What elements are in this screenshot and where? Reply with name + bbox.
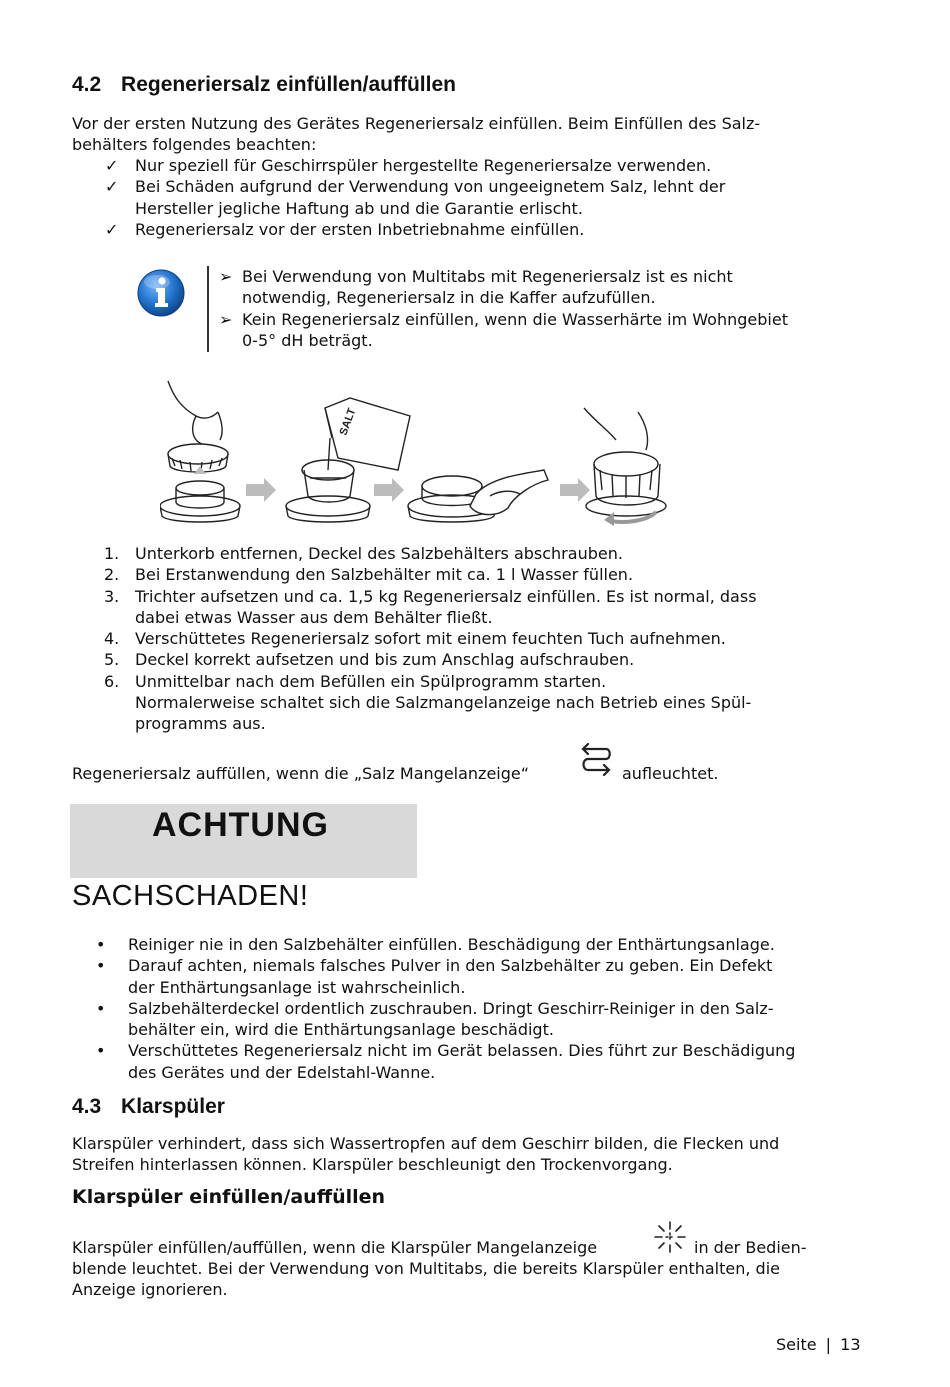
rinse-fill-continuation <box>72 1258 780 1300</box>
list-item <box>72 564 892 585</box>
step-number: 3. <box>104 586 120 606</box>
list-item <box>215 266 855 309</box>
step-unscrew-figure <box>160 381 240 522</box>
list-item-text: Salzbehälterdeckel ordentlich zuschrauben. Dringt Geschirr-Reiniger in den Salz- <box>128 998 774 1018</box>
list-item-text: 0-5° dH beträgt. <box>242 330 373 350</box>
arrow-bullet-icon: ➢ <box>219 309 233 329</box>
bullet-icon: • <box>96 935 106 954</box>
section-heading-4-2 <box>72 73 456 97</box>
info-list <box>215 266 855 351</box>
refill-text: aufleuchtet. <box>622 764 719 783</box>
list-item-text: Reiniger nie in den Salzbehälter einfüllen. Beschädigung der Enthärtungsanlage. <box>128 935 775 954</box>
salt-refill-illustration <box>160 378 680 528</box>
check-list <box>72 155 872 240</box>
section-number: 4.2 <box>72 73 102 96</box>
intro-paragraph <box>72 113 760 155</box>
list-item-text: Unmittelbar nach dem Befüllen ein Spülprogramm starten. <box>135 671 607 691</box>
section-title: Klarspüler <box>121 1095 225 1118</box>
list-item-text: Kein Regeneriersalz einfüllen, wenn die Wasserhärte im Wohngebiet <box>242 309 788 329</box>
list-item-text: Unterkorb entfernen, Deckel des Salzbehälters abschrauben. <box>135 544 623 563</box>
list-item-text: Verschüttetes Regeneriersalz nicht im Gerät belassen. Dies führt zur Beschädigung <box>128 1041 796 1061</box>
list-item <box>72 586 892 629</box>
list-item <box>72 934 892 955</box>
list-item <box>72 955 892 998</box>
list-item-text: notwendig, Regeneriersalz in die Kaffer aufzufüllen. <box>242 288 656 308</box>
list-item-text: Hersteller jegliche Haftung ab und die Garantie erlischt. <box>135 198 583 218</box>
footer-label: Seite <box>776 1335 817 1354</box>
checkmark-icon: ✓ <box>105 177 119 197</box>
info-divider <box>207 266 209 352</box>
list-item-text: Regeneriersalz vor der ersten Inbetriebnahme einfüllen. <box>135 219 585 239</box>
list-item <box>72 671 892 735</box>
step-number: 5. <box>104 650 120 670</box>
section-number: 4.3 <box>72 1095 102 1118</box>
rinse-fill-line <box>72 1237 597 1258</box>
page-footer <box>776 1334 861 1355</box>
list-item-text: Deckel korrekt aufsetzen und bis zum Anschlag aufschrauben. <box>135 650 635 670</box>
list-item-text: Trichter aufsetzen und ca. 1,5 kg Regeneriersalz einfüllen. Es ist normal, dass <box>135 586 757 606</box>
list-item <box>72 155 872 176</box>
list-item-text: programms aus. <box>135 714 266 734</box>
list-item-text: Normalerweise schaltet sich die Salzmangelanzeige nach Betrieb eines Spül- <box>135 693 752 713</box>
list-item-text: Bei Verwendung von Multitabs mit Regeneriersalz ist es nicht <box>242 267 733 286</box>
list-item <box>215 309 855 352</box>
bullet-icon: • <box>96 998 106 1018</box>
list-item-text: Nur speziell für Geschirrspüler hergestellte Regeneriersalze verwenden. <box>135 156 712 175</box>
list-item <box>72 998 892 1041</box>
warning-box <box>70 804 417 878</box>
list-item-text: der Enthärtungsanlage ist wahrscheinlich. <box>128 977 466 997</box>
warning-heading: ACHTUNG <box>152 806 329 844</box>
bullet-icon: • <box>96 1041 106 1061</box>
list-item <box>72 543 892 564</box>
warning-list <box>72 934 892 1083</box>
section-title: Regeneriersalz einfüllen/auffüllen <box>121 73 456 96</box>
salt-box-label: SALT <box>337 406 359 438</box>
paragraph-line: blende leuchtet. Bei der Verwendung von Multitabs, die bereits Klarspüler enthalten, die <box>72 1259 780 1278</box>
intro-line: Vor der ersten Nutzung des Gerätes Regeneriersalz einfüllen. Beim Einfüllen des Salz- <box>72 114 761 133</box>
list-item <box>72 219 872 240</box>
page-number: 13 <box>840 1335 861 1354</box>
salt-indicator-icon <box>576 740 616 780</box>
checkmark-icon: ✓ <box>105 156 119 175</box>
list-item <box>72 649 892 670</box>
arrow-bullet-icon: ➢ <box>219 267 233 286</box>
rinse-fill-text: in der Bedien- <box>694 1238 807 1257</box>
warning-subheading: SACHSCHADEN! <box>72 880 309 912</box>
step-number: 4. <box>104 629 120 649</box>
list-item-text: Darauf achten, niemals falsches Pulver in den Salzbehälter zu geben. Ein Defekt <box>128 956 773 976</box>
list-item-text: Verschüttetes Regeneriersalz sofort mit einem feuchten Tuch aufnehmen. <box>135 629 726 649</box>
rinse-fill-end <box>694 1237 807 1258</box>
step-number: 2. <box>104 565 120 585</box>
step-number: 1. <box>104 544 120 563</box>
steps-list <box>72 543 892 735</box>
rinse-aid-indicator-icon <box>652 1219 688 1255</box>
list-item <box>72 628 892 649</box>
list-item-text: des Gerätes und der Edelstahl-Wanne. <box>128 1062 436 1082</box>
step-screw-figure <box>584 408 666 516</box>
refill-sentence-end <box>622 763 718 784</box>
paragraph-line: Streifen hinterlassen können. Klarspüler beschleunigt den Trockenvorgang. <box>72 1155 673 1174</box>
paragraph-line: Anzeige ignorieren. <box>72 1280 228 1299</box>
refill-sentence <box>72 763 529 784</box>
list-item-text: Bei Erstanwendung den Salzbehälter mit ca. 1 l Wasser füllen. <box>135 565 634 585</box>
bullet-icon: • <box>96 956 106 976</box>
paragraph-line: Klarspüler verhindert, dass sich Wassertropfen auf dem Geschirr bilden, die Flecken und <box>72 1134 780 1153</box>
subsection-title: Klarspüler einfüllen/auffüllen <box>72 1186 386 1208</box>
list-item-text: dabei etwas Wasser aus dem Behälter fließt. <box>135 607 493 627</box>
list-item-text: Bei Schäden aufgrund der Verwendung von ungeeignetem Salz, lehnt der <box>135 177 726 197</box>
list-item-text: behälter ein, wird die Enthärtungsanlage beschädigt. <box>128 1020 554 1040</box>
list-item <box>72 1040 892 1083</box>
rinse-paragraph <box>72 1133 779 1175</box>
step-wipe-figure <box>408 470 548 522</box>
checkmark-icon: ✓ <box>105 219 119 239</box>
footer-separator: | <box>825 1335 832 1354</box>
intro-line: behälters folgendes beachten: <box>72 135 317 154</box>
refill-text: Regeneriersalz auffüllen, wenn die „Salz Mangelanzeige“ <box>72 764 530 783</box>
list-item <box>72 176 872 219</box>
info-icon <box>136 268 186 318</box>
rinse-fill-text: Klarspüler einfüllen/auffüllen, wenn die Klarspüler Mangelanzeige <box>72 1238 598 1257</box>
section-heading-4-3 <box>72 1095 225 1119</box>
step-number: 6. <box>104 671 120 691</box>
